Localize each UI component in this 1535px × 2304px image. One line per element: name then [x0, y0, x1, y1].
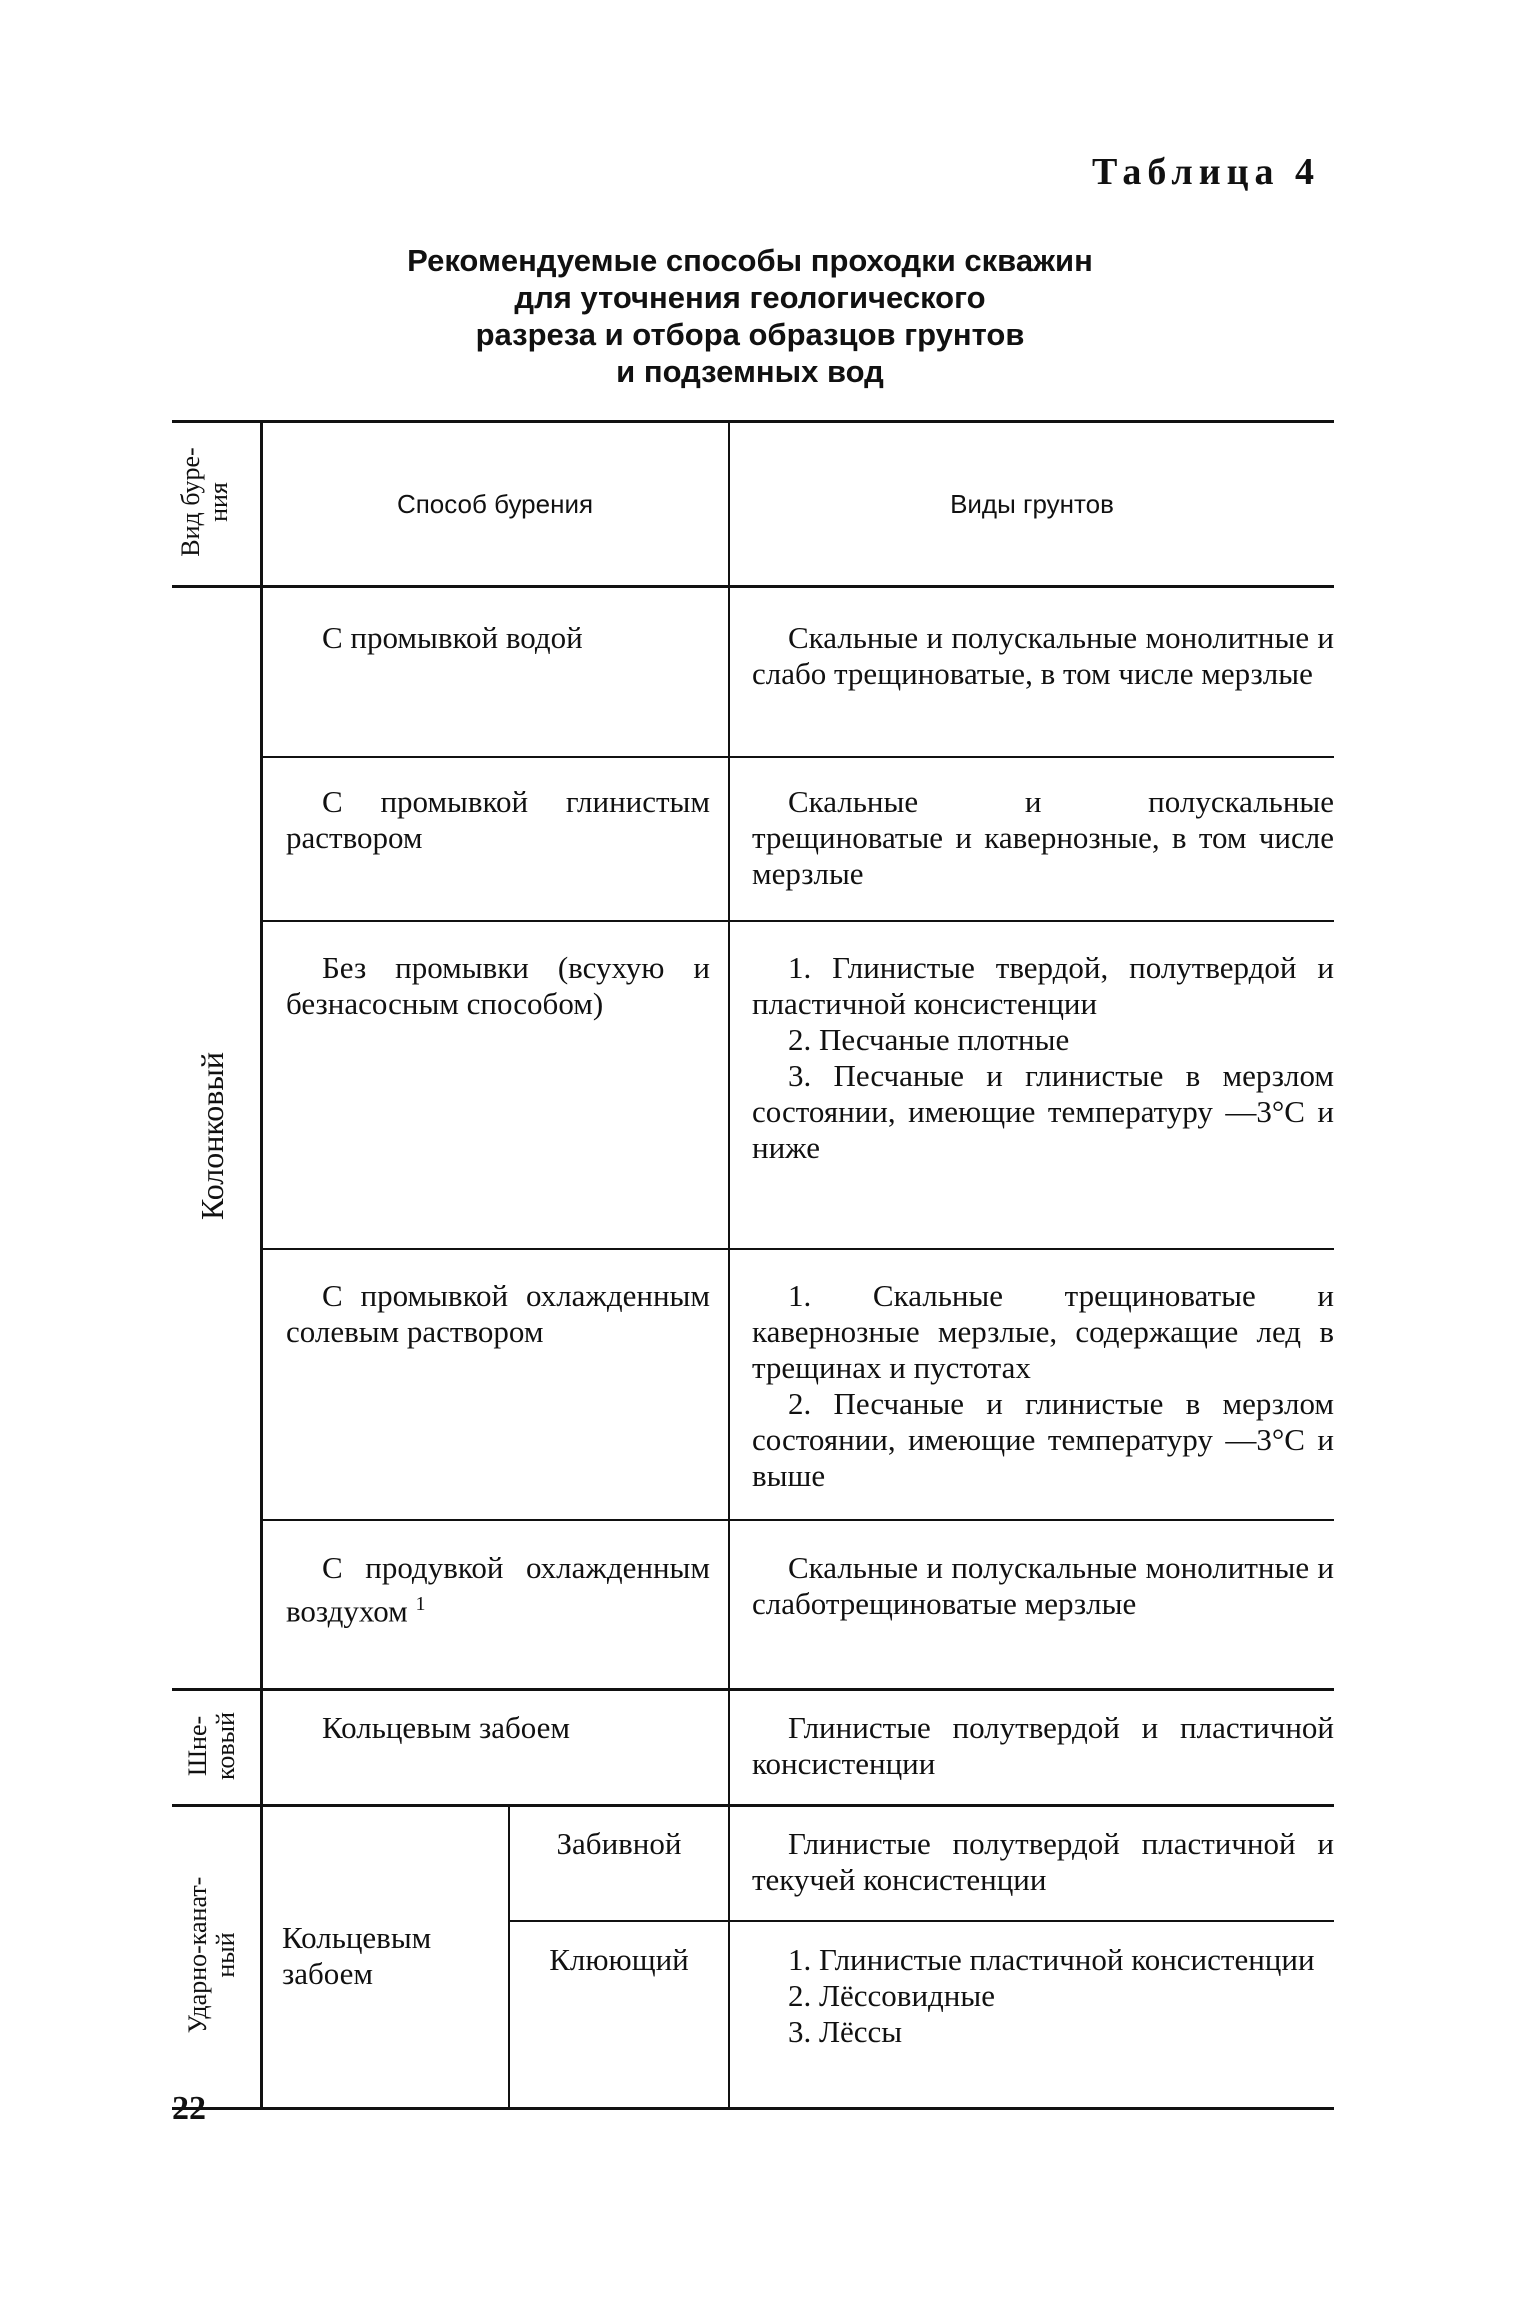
rule-row [262, 1248, 1334, 1250]
row-6-soil: Глинистые полутвердой и пластичной консистенции [752, 1710, 1334, 1781]
rule-top [172, 420, 1334, 423]
row-5-method [286, 1550, 710, 1629]
rule-col-method [728, 420, 730, 2107]
rule-header-bottom [172, 585, 1334, 588]
row-7-method: Кольцевым забоем [282, 1920, 432, 1991]
rule-col-type [260, 420, 263, 2107]
header-drilling-type [177, 447, 233, 556]
header-line: ния [204, 482, 233, 522]
row-7-sub-b: Клюющий [549, 1942, 689, 1977]
row-3-method: Без промывки (всухую и безнасосным способом) [286, 950, 710, 1021]
table-title [340, 242, 1160, 390]
row-2-soil: Скальные и полускальные трещиноватые и кавернозные, в том числе мерзлые [752, 784, 1334, 891]
page-number: 22 [172, 2090, 206, 2127]
table-title-line: и подземных вод [616, 354, 884, 389]
table-title-line: для уточнения геологического [514, 280, 986, 315]
row-7-sub-a: Забивной [556, 1826, 682, 1861]
header-method: Способ бурения [396, 489, 594, 519]
rule-subrow [510, 1920, 1334, 1922]
rule-bottom [172, 2107, 1334, 2110]
row-4-method: С промывкой охлажденным солевым раствором [286, 1278, 710, 1349]
footnote-mark: 1 [415, 1593, 426, 1615]
row-7-soil-a: Глинистые полутвердой пластичной и текучей консистенции [752, 1826, 1334, 1897]
soil-item: 2. Песчаные и глинистые в мерзлом состоянии, имеющие температуру —3°С и выше [752, 1386, 1334, 1493]
row-1-method: С промывкой водой [322, 620, 583, 655]
row-1-soil: Скальные и полускальные монолитные и слабо трещиноватые, в том числе мерзлые [752, 620, 1334, 691]
group-line: ковый [211, 1712, 240, 1780]
soil-item: 1. Скальные трещиноватые и кавернозные мерзлые, содержащие лед в трещинах и пустотах [752, 1278, 1334, 1385]
group-line: Шне- [183, 1715, 212, 1777]
soil-item: 3. Песчаные и глинистые в мерзлом состоянии, имеющие температуру —3°С и ниже [752, 1058, 1334, 1165]
soil-item: 1. Глинистые пластичной консистенции [788, 1942, 1315, 1977]
row-4-soil [752, 1278, 1334, 1494]
row-3-soil [752, 950, 1334, 1166]
row-5-soil: Скальные и полускальные монолитные и слаботрещиноватые мерзлые [752, 1550, 1334, 1621]
rule-row [262, 756, 1334, 758]
rule-group [172, 1804, 1334, 1807]
group-line: ный [211, 1932, 240, 1978]
row-6-method: Кольцевым забоем [322, 1710, 571, 1745]
rule-row [262, 920, 1334, 922]
soil-item: 2. Песчаные плотные [788, 1022, 1070, 1057]
header-line: Вид буре- [176, 447, 205, 557]
group-core: Колонковый [194, 1051, 230, 1221]
header-soils: Виды грунтов [950, 489, 1114, 519]
table-title-line: Рекомендуемые способы проходки скважин [407, 243, 1093, 278]
table-caption: Таблица 4 [1091, 151, 1320, 193]
row-2-method: С промывкой глинистым раствором [286, 784, 710, 855]
rule-row [262, 1519, 1334, 1521]
row-5-method-text: С продувкой охлажденным воздухом [286, 1550, 710, 1629]
group-auger [184, 1712, 240, 1780]
group-line: Ударно-канат- [183, 1876, 212, 2034]
row-7-soil-b [752, 1942, 1334, 2050]
table-title-line: разреза и отбора образцов грунтов [475, 317, 1025, 352]
rule-group [172, 1688, 1334, 1691]
soil-item: 1. Глинистые твердой, полутвердой и пластичной консистенции [752, 950, 1334, 1021]
soil-item: 2. Лёссовидные [788, 1978, 995, 2013]
group-percussion [184, 1877, 240, 2034]
soil-item: 3. Лёссы [788, 2014, 903, 2049]
